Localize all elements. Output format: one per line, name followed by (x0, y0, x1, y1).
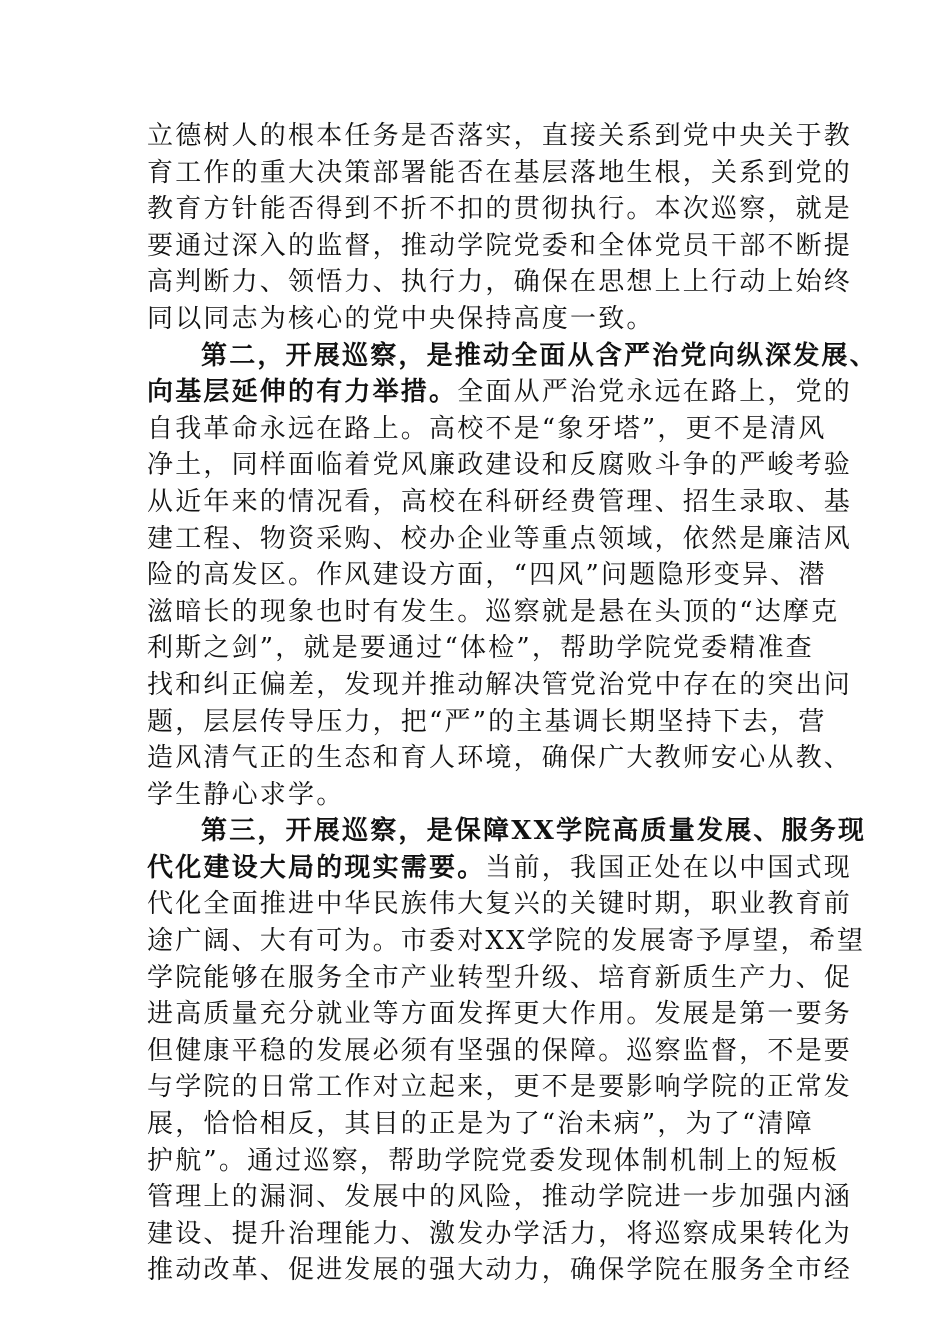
text-line: 育工作的重大决策部署能否在基层落地生根，关系到党的 (147, 157, 853, 188)
body-text-run: 当前，我国正处在以中国式现 (485, 852, 853, 883)
text-line: 建设、提升治理能力、激发办学活力，将巡察成果转化为 (147, 1218, 853, 1249)
text-line: 教育方针能否得到不折不扣的贯彻执行。本次巡察，就是 (147, 194, 853, 225)
text-line: 净土，同样面临着党风廉政建设和反腐败斗争的严峻考验 (147, 450, 853, 481)
text-line: 护航”。通过巡察，帮助学院党委发现体制机制上的短板 (147, 1145, 840, 1176)
text-line: 题，层层传导压力，把“严”的主基调长期坚持下去，营 (147, 706, 827, 737)
text-line: 展，恰恰相反，其目的正是为了“治未病”，为了“清障 (147, 1109, 814, 1140)
text-line: 但健康平稳的发展必须有坚强的保障。巡察监督，不是要 (147, 1035, 853, 1066)
text-line: 代化全面推进中华民族伟大复兴的关键时期，职业教育前 (147, 889, 853, 920)
text-line: 险的高发区。作风建设方面，“四风”问题隐形变异、潜 (147, 560, 827, 591)
bold-heading-text: 向基层延伸的有力举措。 (147, 377, 458, 408)
text-line: 途广阔、大有可为。市委对XX学院的发展寄予厚望，希望 (147, 926, 866, 957)
text-line: 滋暗长的现象也时有发生。巡察就是悬在头顶的“达摩克 (147, 596, 840, 627)
text-line: 自我革命永远在路上。高校不是“象牙塔”，更不是清风 (147, 413, 827, 444)
text-line: 立德树人的根本任务是否落实，直接关系到党中央关于教 (147, 121, 853, 151)
bold-heading-text: 代化建设大局的现实需要。 (147, 852, 486, 883)
text-line (147, 374, 853, 411)
text-line (147, 338, 878, 375)
text-line: 学生静心求学。 (147, 779, 345, 810)
text-line: 建工程、物资采购、校办企业等重点领域，依然是廉洁风 (147, 523, 853, 554)
text-line: 找和纠正偏差，发现并推动解决管党治党中存在的突出问 (147, 669, 853, 700)
text-line: 高判断力、领悟力、执行力，确保在思想上上行动上始终 (147, 267, 853, 298)
text-line (147, 850, 853, 887)
bold-heading-text: 第三，开展巡察，是保障XX学院高质量发展、服务现 (201, 816, 867, 847)
text-line: 学院能够在服务全市产业转型升级、培育新质生产力、促 (147, 962, 853, 993)
text-line: 利斯之剑”，就是要通过“体检”，帮助学院党委精准查 (147, 633, 814, 664)
bold-heading-text: 第二，开展巡察，是推动全面从含严治党向纵深发展、 (201, 340, 878, 371)
text-line: 推动改革、促进发展的强大动力，确保学院在服务全市经 (147, 1255, 853, 1286)
text-line (147, 813, 867, 850)
text-line: 要通过深入的监督，推动学院党委和全体党员干部不断提 (147, 230, 853, 261)
body-text-run: 全面从严治党永远在路上，党的 (457, 377, 853, 408)
text-line: 同以同志为核心的党中央保持高度一致。 (147, 303, 655, 334)
text-line: 与学院的日常工作对立起来，更不是要影响学院的正常发 (147, 1072, 853, 1103)
body-text (147, 118, 878, 1289)
text-line: 进高质量充分就业等方面发挥更大作用。发展是第一要务 (147, 999, 853, 1030)
text-line: 从近年来的情况看，高校在科研经费管理、招生录取、基 (147, 486, 853, 517)
text-line: 管理上的漏洞、发展中的风险，推动学院进一步加强内涵 (147, 1182, 853, 1213)
text-line: 造风清气正的生态和育人环境，确保广大教师安心从教、 (147, 743, 853, 774)
